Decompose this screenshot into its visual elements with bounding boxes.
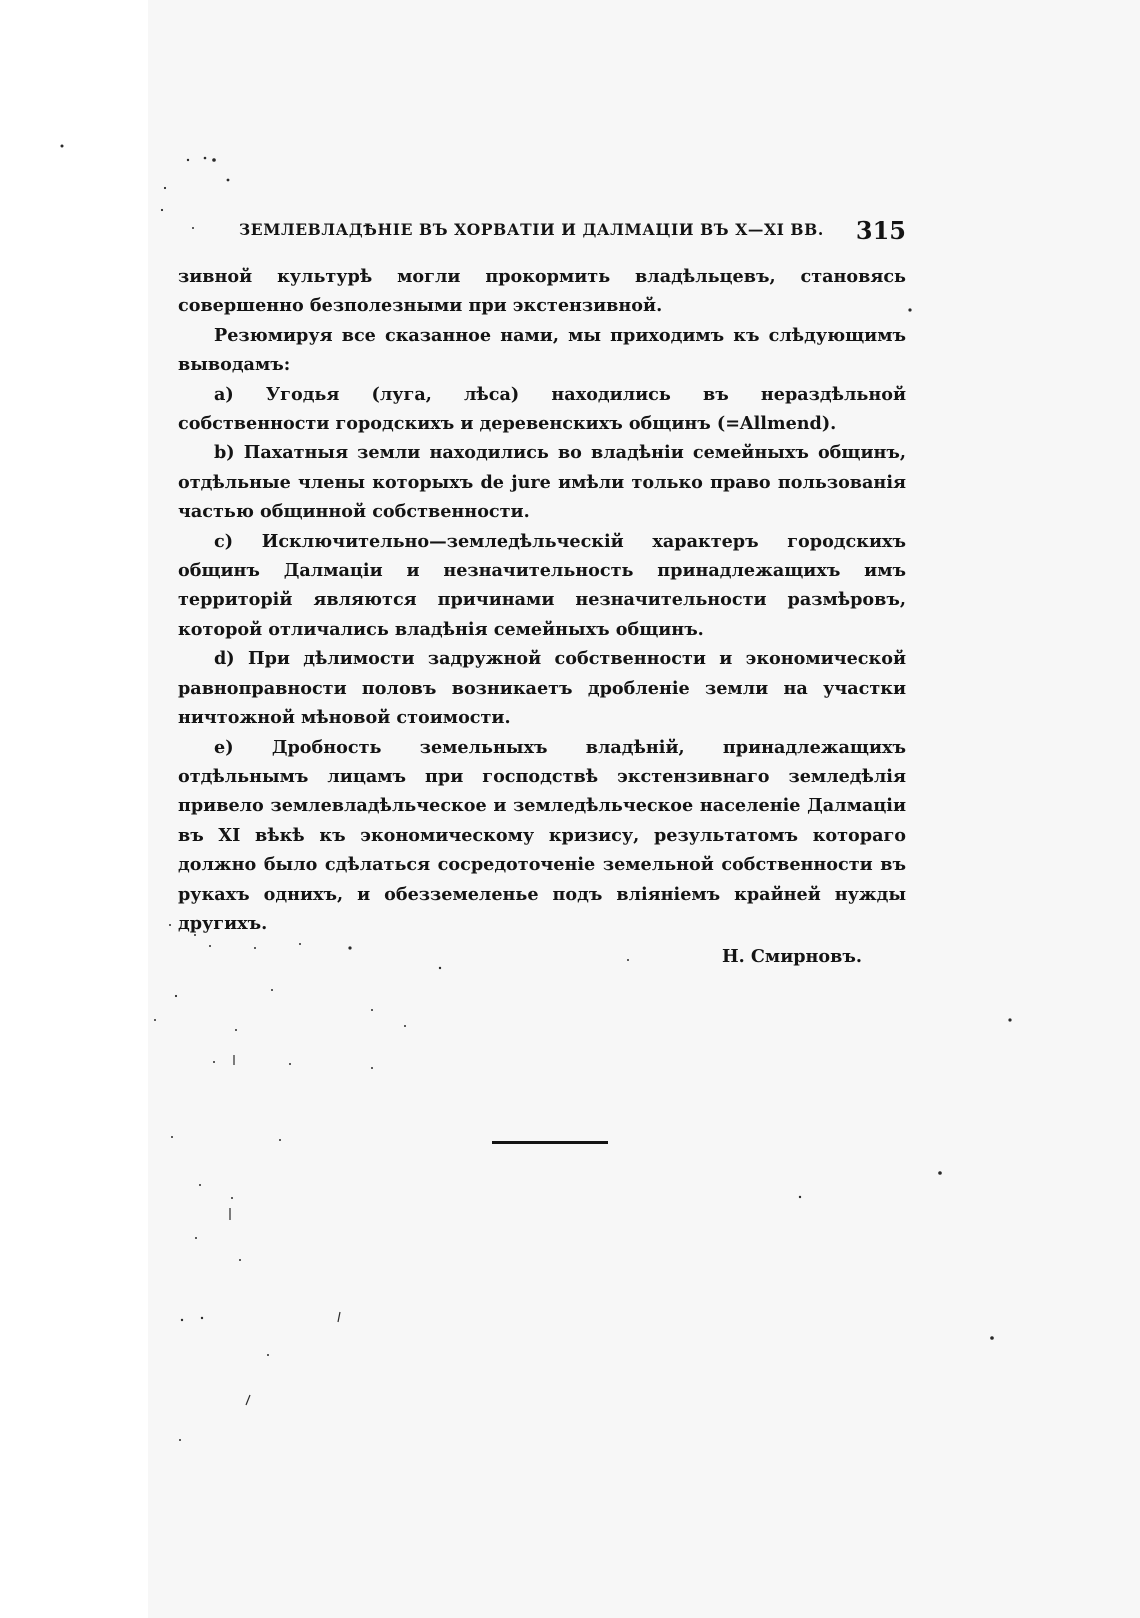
end-rule (492, 1141, 608, 1144)
body-text (178, 262, 906, 938)
conclusion-b: b) Пахатныя земли находились во владѣніи семейныхъ общинъ, отдѣльные члены которыхъ de jure имѣли только право пользованія частью общинной собственности. (178, 442, 906, 523)
running-head (239, 216, 906, 246)
conclusion-e: e) Дробность земельныхъ владѣній, принадлежащихъ отдѣльнымъ лицамъ при господствѣ экстензивнаго земледѣлія привело землевладѣльческое и земледѣльческое населеніе Далмаціи въ XI вѣкѣ къ экономическому кризису, результатомъ котораго должно было сдѣлаться сосредоточеніе земельной собственности въ рукахъ однихъ, и обезземеленье подъ вліяніемъ крайней нужды другихъ. (178, 736, 906, 934)
page-number: 315 (855, 216, 906, 245)
paragraph-summary-intro: Резюмируя все сказанное нами, мы приходимъ къ слѣдующимъ выводамъ: (178, 324, 906, 376)
conclusion-a: a) Угодья (луга, лѣса) находились въ нераздѣльной собственности городскихъ и деревенскихъ общинъ (=Allmend). (178, 383, 906, 435)
conclusion-d: d) При дѣлимости задружной собственности и экономической равноправности половъ возникаетъ дробленіе земли на участки ничтожной мѣновой стоимости. (178, 648, 906, 729)
author-signature: Н. Смирновъ. (722, 946, 862, 967)
paragraph-continuation: зивной культурѣ могли прокормить владѣльцевъ, становясь совершенно безполезными при экстензивной. (178, 266, 906, 317)
running-title: ЗЕМЛЕВЛАДѢНІЕ ВЪ ХОРВАТІИ И ДАЛМАЦІИ ВЪ X—XI ВВ. (239, 220, 824, 239)
conclusion-c: c) Исключительно—земледѣльческій характеръ городскихъ общинъ Далмаціи и незначительность принадлежащихъ имъ территорій являются причинами незначительности размѣровъ, которой отличались владѣнія семейныхъ общинъ. (178, 530, 906, 640)
